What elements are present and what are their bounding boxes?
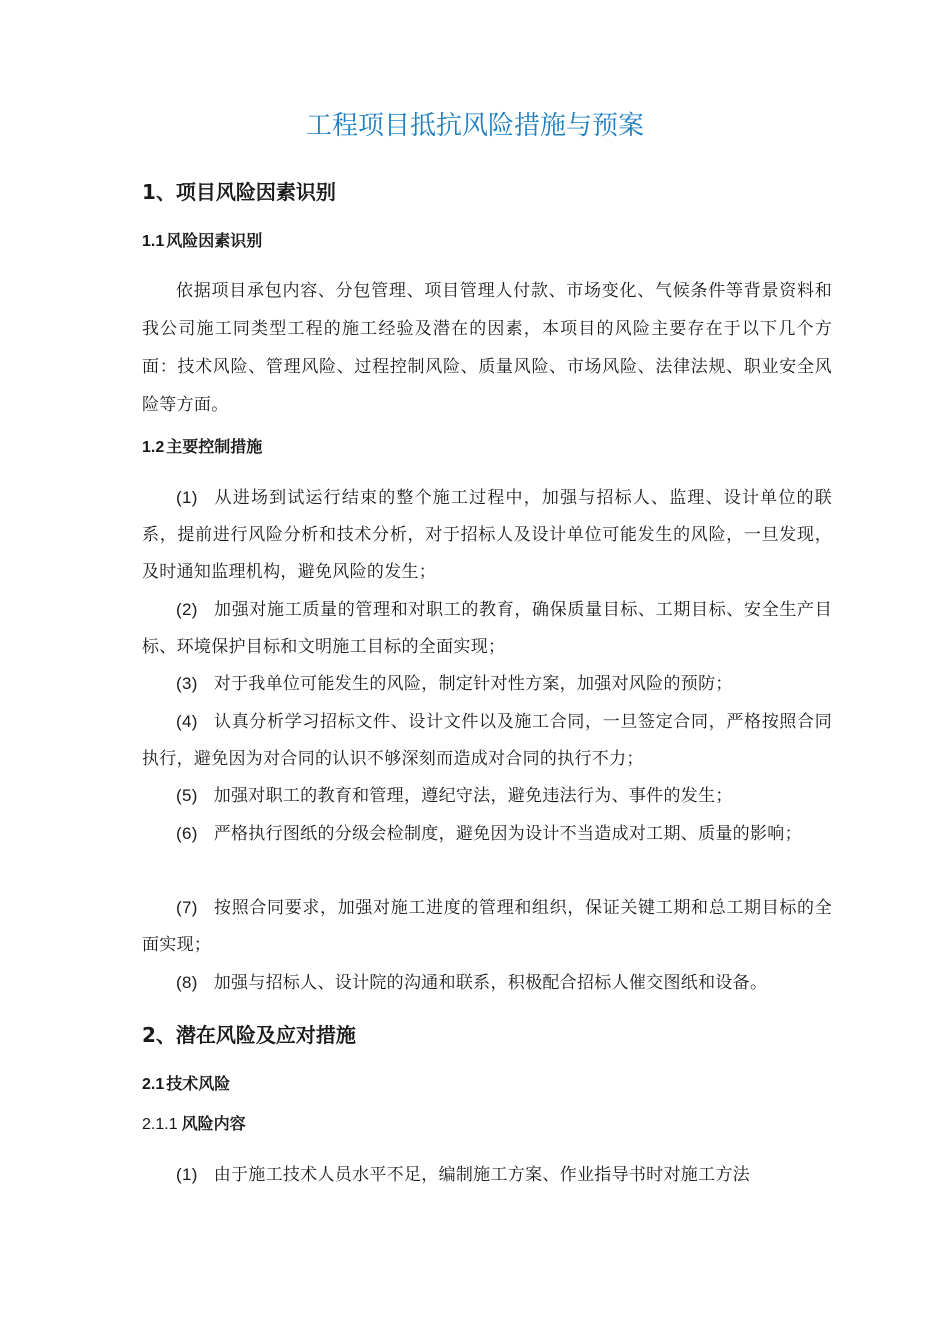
list-item: [142, 1156, 832, 1194]
section-2-heading: 2、潜在风险及应对措施: [142, 1023, 356, 1047]
section-label: 风险内容: [181, 1114, 246, 1133]
section-label: 主要控制措施: [166, 437, 263, 456]
item-text: 从进场到试运行结束的整个施工过程中，加强与招标人、监理、设计单位的联系，提前进行风险分析和技术分析，对于招标人及设计单位可能发生的风险，一旦发现，及时通知监理机构，避免风险的发生；: [142, 488, 832, 582]
item-number: (3): [176, 674, 198, 693]
item-text: 加强与招标人、设计院的沟通和联系，积极配合招标人催交图纸和设备。: [213, 973, 768, 993]
item-number: (7): [176, 898, 198, 917]
list-item: [142, 777, 832, 815]
paragraph-risk-factors: 依据项目承包内容、分包管理、项目管理人付款、市场变化、气候条件等背景资料和我公司施工同类型工程的施工经验及潜在的因素，本项目的风险主要存在于以下几个方面：技术风险、管理风险、过程控制风险、质量风险、市场风险、法律法规、职业安全风险等方面。: [142, 281, 832, 415]
list-item: [142, 591, 832, 666]
item-text: 按照合同要求，加强对施工进度的管理和组织，保证关键工期和总工期目标的全面实现；: [142, 898, 832, 955]
item-number: (2): [176, 600, 198, 619]
section-label: 技术风险: [166, 1074, 231, 1093]
list-item: [142, 703, 832, 778]
item-text: 严格执行图纸的分级会检制度，避免因为设计不当造成对工期、质量的影响；: [213, 824, 802, 844]
section-number: 1.2: [142, 439, 165, 456]
section-2-1-heading: [142, 1071, 230, 1098]
item-text: 加强对施工质量的管理和对职工的教育，确保质量目标、工期目标、安全生产目标、环境保护目标和文明施工目标的全面实现；: [142, 600, 832, 657]
section-1-1-heading: [142, 228, 262, 255]
section-label: 风险因素识别: [166, 231, 263, 250]
section-1-2-heading: [142, 434, 262, 461]
section-2-1-1-heading: [142, 1111, 246, 1138]
list-item: [142, 815, 832, 853]
section-number: 2.1: [142, 1076, 165, 1093]
section-number: 1.1: [142, 233, 165, 250]
item-number: (4): [176, 712, 198, 731]
item-text: 对于我单位可能发生的风险，制定针对性方案，加强对风险的预防；: [213, 674, 733, 694]
list-item: [142, 665, 832, 703]
section-1-heading: 1、项目风险因素识别: [142, 180, 336, 204]
item-text: 加强对职工的教育和管理，遵纪守法，避免违法行为、事件的发生；: [213, 786, 733, 806]
section-number: 2.1.1: [142, 1116, 178, 1133]
list-item: [142, 479, 832, 591]
item-number: (6): [176, 824, 198, 843]
item-number: (5): [176, 786, 198, 805]
list-item: [142, 889, 832, 964]
item-text: 认真分析学习招标文件、设计文件以及施工合同，一旦签定合同，严格按照合同执行，避免因为对合同的认识不够深刻而造成对合同的执行不力；: [142, 712, 832, 769]
item-number: (1): [176, 488, 198, 507]
item-text: 由于施工技术人员水平不足，编制施工方案、作业指导书时对施工方法: [213, 1165, 750, 1185]
item-number: (1): [176, 1165, 198, 1184]
item-number: (8): [176, 973, 198, 992]
list-item: [142, 964, 832, 1002]
document-title: 工程项目抵抗风险措施与预案: [305, 111, 644, 141]
